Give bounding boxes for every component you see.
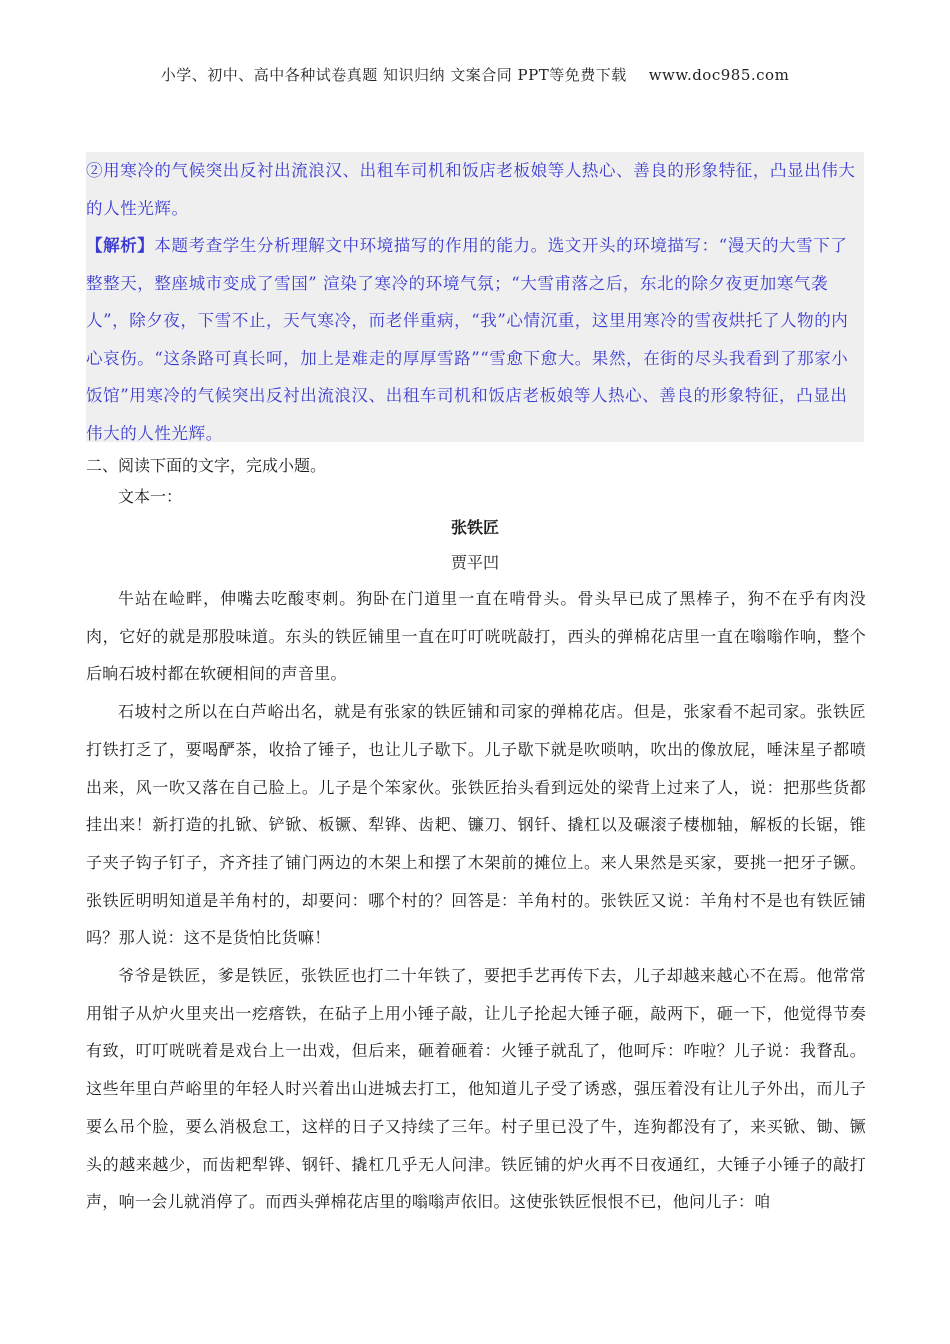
section-heading: 二、阅读下面的文字，完成小题。 — [86, 456, 327, 475]
text-label: 文本一： — [118, 487, 183, 506]
paragraph: 爷爷是铁匠，爹是铁匠，张铁匠也打二十年铁了，要把手艺再传下去，儿子却越来越心不在焉。他常常用钳子从炉火里夹出一疙瘩铁，在砧子上用小锤子敲，让儿子抡起大锤子砸，敲两下，砸一下，他觉得节奏有致，叮叮咣咣着是戏台上一出戏，但后来，砸着砸着：火锤子就乱了，他呵斥：咋啦？儿子说：我瞀乱。这些年里白芦峪里的年轻人时兴着出山进城去打工，他知道儿子受了诱惑，强压着没有让儿子外出，而儿子要么吊个脸，要么消极怠工，这样的日子又持续了三年。村子里已没了牛，连狗都没有了，来买锨、锄、镢头的越来越少，而齿耙犁铧、钢钎、撬杠几乎无人问津。铁匠铺的炉火再不日夜通红，大锤子小锤子的敲打声，响一会儿就消停了。而西头弹棉花店里的嗡嗡声依旧。这使张铁匠恨恨不已，他问儿子：咱 — [86, 966, 866, 1212]
article-body — [86, 580, 866, 1221]
paragraph: 石坡村之所以在白芦峪出名，就是有张家的铁匠铺和司家的弹棉花店。但是，张家看不起司家。张铁匠打铁打乏了，要喝酽茶，收拾了锤子，也让儿子歇下。儿子歇下就是吹唢呐，吹出的像放屁，唾沫星子都喷出来，风一吹又落在自己脸上。儿子是个笨家伙。张铁匠抬头看到远处的梁背上过来了人，说：把那些货都挂出来！新打造的扎锨、铲锨、板镢、犁铧、齿耙、镰刀、钢钎、撬杠以及碾滚子棲枷轴，解板的长锯，锥子夹子钩子钉子，齐齐挂了铺门两边的木架上和摆了木架前的摊位上。来人果然是买家，要挑一把牙子镢。张铁匠明明知道是羊角村的，却要问：哪个村的？回答是：羊角村的。张铁匠又说：羊角村不是也有铁匠铺吗？那人说：这不是货怕比货嘛！ — [86, 702, 866, 948]
header-text: 小学、初中、高中各种试卷真题 知识归纳 文案合同 PPT等免费下载 — [160, 66, 627, 84]
answer-box — [86, 152, 864, 442]
analysis-label: 【解析】 — [86, 236, 155, 255]
page-header — [0, 64, 950, 85]
article-title: 张铁匠 — [450, 518, 499, 537]
answer-analysis — [86, 227, 864, 452]
header-site-link[interactable]: www.doc985.com — [648, 66, 790, 84]
analysis-text: 本题考查学生分析理解文中环境描写的作用的能力。选文开头的环境描写：“漫天的大雪下了整整天，整座城市变成了雪国” 渲染了寒冷的环境气氛；“大雪甫落之后，东北的除夕夜更加寒气袭人”，除夕夜，下雪不止，天气寒冷，而老伴重病，“我”心情沉重，这里用寒冷的雪夜烘托了人物的内心哀伤。“这条路可真长呵，加上是难走的厚厚雪路”“雪愈下愈大。果然，在街的尽头我看到了那家小饭馆”用寒冷的气候突出反衬出流浪汉、出租车司机和饭店老板娘等人热心、善良的形象特征，凸显出伟大的人性光辉。 — [86, 236, 849, 443]
article-author: 贾平凹 — [450, 553, 499, 572]
paragraph: 牛站在崄畔，伸嘴去吃酸枣刺。狗卧在门道里一直在啃骨头。骨头早已成了黑棒子，狗不在乎有肉没肉，它好的就是那股味道。东头的铁匠铺里一直在叮叮咣咣敲打，西头的弹棉花店里一直在嗡嗡作响，整个后晌石坡村都在软硬相间的声音里。 — [86, 589, 866, 684]
answer-point-2: ②用寒冷的气候突出反衬出流浪汉、出租车司机和饭店老板娘等人热心、善良的形象特征，凸显出伟大的人性光辉。 — [86, 161, 856, 218]
